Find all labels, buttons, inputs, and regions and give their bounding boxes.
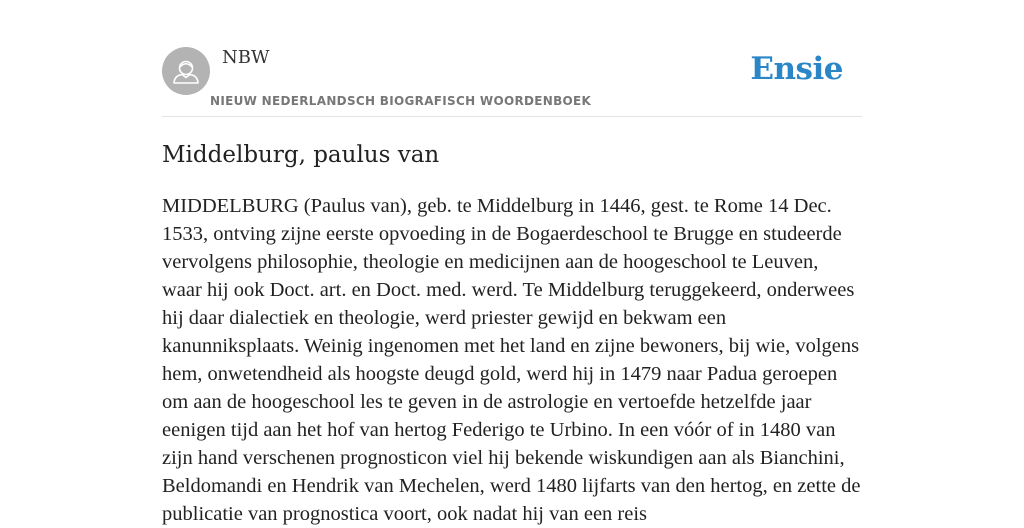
source-name[interactable]: NBW [222, 47, 270, 68]
article-title: Middelburg, paulus van [162, 142, 440, 168]
article-body: MIDDELBURG (Paulus van), geb. te Middelburg in 1446, gest. te Rome 14 Dec. 1533, ontving zijne eerste opvoeding in de Bogaerdeschool te Brugge en studeerde vervolgens philosophie, theologie en medicijnen aan de hoogeschool te Leuven, waar hij ook Doct. art. en Doct. med. werd. Te Middelburg teruggekeerd, onderwees hij daar dialectiek en theologie, werd priester gewijd en bekwam een kanunniksplaats. Weinig ingenomen met het land en zijne bewoners, bij wie, volgens hem, onwetendheid als hoogste deugd gold, werd hij in 1479 naar Padua geroepen om aan de hoogeschool les te geven in de astrologie en vertoefde hetzelfde jaar eenigen tijd aan het hof van hertog Federigo te Urbino. In een vóór of in 1480 van zijn hand verschenen prognosticon viel hij bekende wiskundigen aan als Bianchini, Beldomandi en Hendrik van Mechelen, werd 1480 lijfarts van den hertog, en zette de publicatie van prognostica voort, ook nadat hij van een reis [162, 195, 861, 525]
ensie-logo[interactable]: Ensie [750, 51, 843, 87]
source-header [162, 0, 862, 117]
source-subtitle: NIEUW NEDERLANDSCH BIOGRAFISCH WOORDENBOEK [210, 94, 592, 108]
user-icon[interactable] [162, 47, 210, 95]
